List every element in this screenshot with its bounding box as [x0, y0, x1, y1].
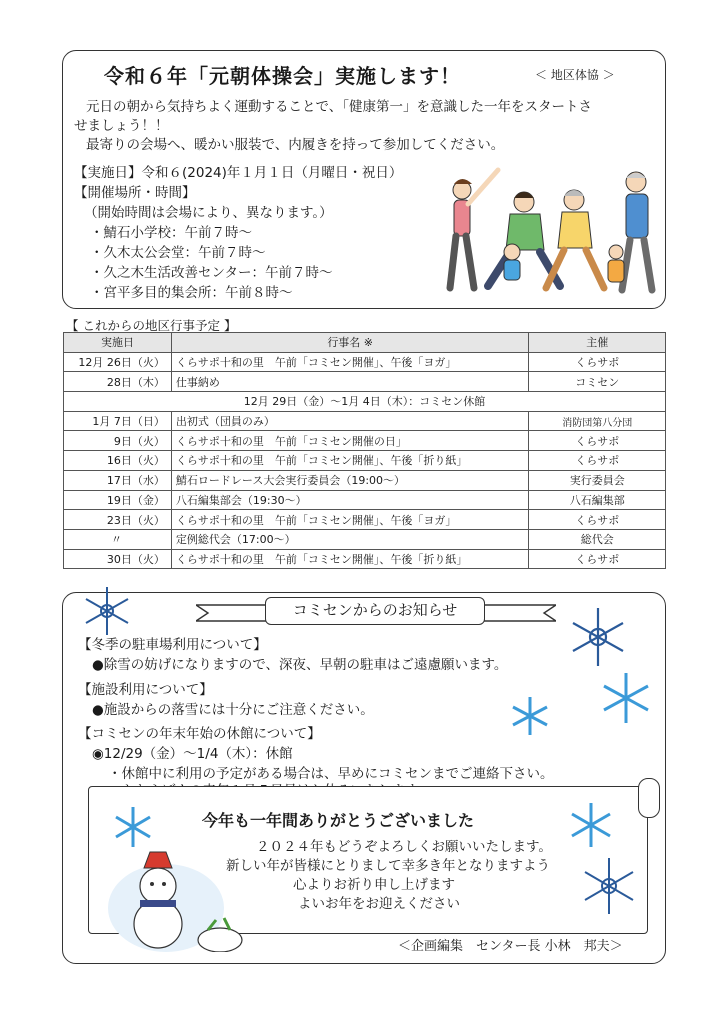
row-date: 12月 26日（火）: [64, 352, 172, 372]
snowflake-icon: [110, 804, 156, 850]
row-date: 〃: [64, 529, 172, 549]
greeting-line: 心よりお祈り申し上げます: [293, 877, 455, 893]
venue-item: ・久木太公会堂：午前７時～: [90, 245, 266, 261]
venue-note: （開始時間は会場により、異なります。）: [84, 205, 333, 221]
table-row: [64, 470, 666, 490]
row-event: くらサポ十和の里 午前「コミセン開催」、午後「ヨガ」: [171, 352, 529, 372]
notice-banner: コミセンからのお知らせ: [265, 597, 485, 625]
row-date: 17日（水）: [64, 470, 172, 490]
header-event: 行事名 ※: [171, 333, 529, 353]
header-date: 実施日: [64, 333, 172, 353]
greeting-line: ２０２４年もどうぞよろしくお願いいたします。: [256, 839, 552, 855]
row-date: 23日（火）: [64, 510, 172, 530]
table-row: [64, 451, 666, 471]
snowflake-icon: [508, 694, 552, 738]
row-date: 30日（火）: [64, 549, 172, 569]
holiday-text: ◉12/29（金）～1/4（木）：休館: [92, 746, 293, 762]
scroll-roll: [638, 778, 660, 818]
row-org: くらサポ: [529, 431, 666, 451]
row-org: 総代会: [529, 529, 666, 549]
intro-line-1: 元日の朝から気持ちよく運動することで、「健康第一」を意識した一年をスタートさ: [86, 99, 592, 115]
table-row: [64, 490, 666, 510]
row-date: 19日（金）: [64, 490, 172, 510]
holiday-note: ・休館中に利用の予定がある場合は、早めにコミセンまでご連絡下さい。: [108, 766, 554, 782]
venue-item: ・宮平多目的集会所：午前８時～: [90, 285, 293, 301]
table-header-row: [64, 333, 666, 353]
snowflake-icon: [566, 800, 616, 850]
row-date: 1月 7日（日）: [64, 411, 172, 431]
row-event: くらサポ十和の里 午前「コミセン開催」、午後「折り紙」: [171, 451, 529, 471]
row-org: コミセン: [529, 372, 666, 392]
snowflake-icon: [578, 855, 640, 917]
event-organizer: ＜ 地区体協 ＞: [535, 68, 615, 82]
venue-item: ・鯖石小学校：午前７時～: [90, 225, 252, 241]
greeting-line: よいお年をお迎えください: [298, 896, 460, 912]
row-date: 28日（木）: [64, 372, 172, 392]
snowflake-icon: [566, 605, 630, 669]
table-row: [64, 352, 666, 372]
greeting-title: 今年も一年間ありがとうございました: [202, 811, 475, 830]
footer-credit: ＜企画編集 センター長 小林 邦夫＞: [398, 939, 623, 954]
header-org: 主催: [529, 333, 666, 353]
row-event: 仕事納め: [171, 372, 529, 392]
row-date: 9日（火）: [64, 431, 172, 451]
table-row: [64, 529, 666, 549]
family-exercise-illustration: [440, 160, 660, 300]
row-org: 消防団第八分団: [529, 411, 666, 431]
table-row: [64, 431, 666, 451]
snowflake-icon: [598, 670, 654, 726]
table-row: [64, 510, 666, 530]
schedule-title: 【 これからの地区行事予定 】: [66, 318, 237, 333]
holiday-heading: 【コミセンの年末年始の休館について】: [78, 726, 321, 742]
row-org: 実行委員会: [529, 470, 666, 490]
row-date: 16日（火）: [64, 451, 172, 471]
table-row: [64, 372, 666, 392]
row-org: 八石編集部: [529, 490, 666, 510]
venue-heading: 【開催場所・時間】: [74, 185, 196, 201]
row-event: くらサポ十和の里 午前「コミセン開催」、午後「折り紙」: [171, 549, 529, 569]
table-row: [64, 411, 666, 431]
snowflake-icon: [80, 584, 134, 638]
row-org: くらサポ: [529, 352, 666, 372]
table-row: [64, 549, 666, 569]
venue-item: ・久之木生活改善センター：午前７時～: [90, 265, 333, 281]
row-event: 鯖石ロードレース大会実行委員会（19:00～）: [171, 470, 529, 490]
table-row: [64, 392, 666, 412]
parking-heading: 【冬季の駐車場利用について】: [78, 637, 267, 653]
row-event: 定例総代会（17:00～）: [171, 529, 529, 549]
intro-line-2: せましょう！！: [74, 118, 169, 134]
row-event: 八石編集部会（19:30～）: [171, 490, 529, 510]
event-date: 【実施日】令和６(2024)年１月１日（月曜日・祝日）: [74, 165, 403, 181]
row-event: 出初式（団員のみ）: [171, 411, 529, 431]
intro-line-3: 最寄りの会場へ、暖かい服装で、内履きを持って参加してください。: [86, 137, 505, 153]
row-event: くらサポ十和の里 午前「コミセン開催」、午後「ヨガ」: [171, 510, 529, 530]
schedule-table: [63, 332, 666, 569]
parking-text: ●除雪の妨げになりますので、深夜、早朝の駐車はご遠慮願います。: [92, 657, 508, 673]
snowman-illustration: [104, 848, 250, 952]
row-closure: 12月 29日（金）～1月 4日（木）：コミセン休館: [64, 392, 666, 412]
facility-text: ●施設からの落雪には十分にご注意ください。: [92, 702, 374, 718]
facility-heading: 【施設利用について】: [78, 682, 213, 698]
row-org: くらサポ: [529, 510, 666, 530]
greeting-line: 新しい年が皆様にとりまして幸多き年となりますよう: [226, 858, 550, 874]
row-event: くらサポ十和の里 午前「コミセン開催の日」: [171, 431, 529, 451]
event-title: 令和６年「元朝体操会」実施します！: [104, 64, 461, 88]
row-org: くらサポ: [529, 549, 666, 569]
row-org: くらサポ: [529, 451, 666, 471]
